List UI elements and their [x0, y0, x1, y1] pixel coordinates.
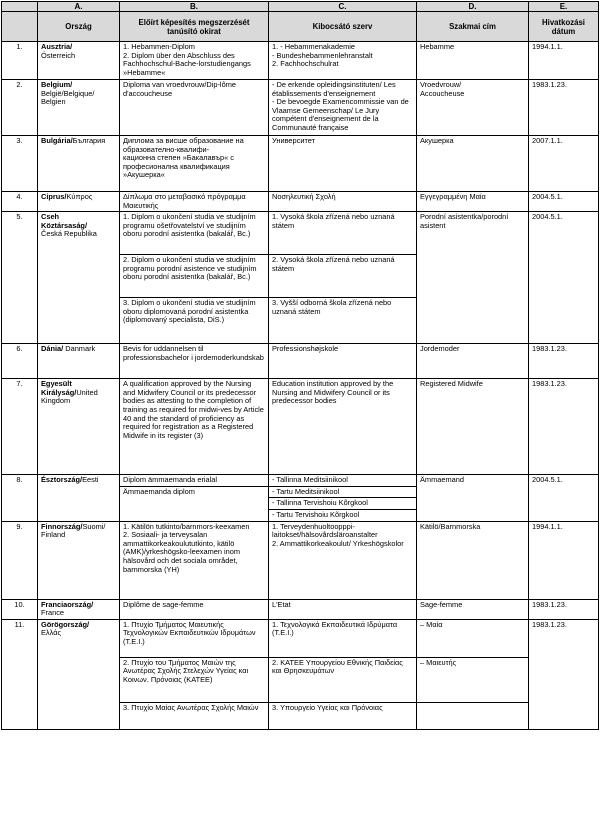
country-name-hungarian: Belgium/: [41, 80, 73, 89]
reference-date: 1983.1.23.: [529, 379, 599, 475]
country-cell: [38, 521, 120, 599]
row-number: 9.: [2, 521, 38, 599]
awarding-body: - Tartu Meditsiinikool: [269, 486, 417, 498]
country-name-native: Österreich: [41, 50, 76, 60]
column-letter: B.: [120, 2, 269, 12]
table-row: [2, 42, 599, 80]
qualification-document: 2. Diplom o ukončení studia ve studijním programu porodní asistence ve studijním oboru porodní asistentka (bakalář, Bc.): [120, 255, 269, 298]
professional-title: – Μαιευτής: [417, 657, 529, 702]
country-name-native: Suomi/ Finland: [41, 521, 106, 540]
awarding-body: - Tartu Tervishoiu Kõrgkool: [269, 509, 417, 521]
country-cell: [38, 599, 120, 619]
table-row: [2, 80, 599, 136]
country-name-hungarian: Bulgária/: [41, 136, 73, 145]
professional-title: Registered Midwife: [417, 379, 529, 475]
awarding-body: 1. Vysoká škola zřízená nebo uznaná státem: [269, 212, 417, 255]
qualification-document: Bevis for uddannelsen til professionsbachelor i jordemoderkundskab: [120, 344, 269, 379]
table-row: [2, 212, 599, 255]
awarding-body: Education institution approved by the Nursing and Midwifery Council or its predecessor bodies: [269, 379, 417, 475]
table-row: [2, 192, 599, 212]
column-header: Ország: [38, 12, 120, 42]
country-name-native: България: [72, 136, 106, 145]
country-name-hungarian: Ciprus/: [41, 192, 67, 201]
row-number: 4.: [2, 192, 38, 212]
professional-title: Sage-femme: [417, 599, 529, 619]
reference-date: 1994.1.1.: [529, 521, 599, 599]
column-header: [2, 12, 38, 42]
row-number: 7.: [2, 379, 38, 475]
country-name-native: United Kingdom: [41, 387, 98, 406]
column-header-row: [2, 12, 599, 42]
professional-title: Акушерка: [417, 136, 529, 192]
table-row: [2, 619, 599, 657]
country-cell: [38, 379, 120, 475]
country-name-hungarian: Dánia/: [41, 344, 64, 354]
qualification-document: 1. Diplom o ukončení studia ve studijním programu ošetřovatelství ve studijním oboru porodní asistentka (bakalář, Bc.): [120, 212, 269, 255]
country-name-native: Κύπρος: [66, 192, 93, 201]
qualification-document: Diplom ämmaemanda erialal: [120, 475, 269, 487]
table-row: [2, 521, 599, 599]
awarding-body: Νοσηλευτική Σχολή: [269, 192, 417, 212]
country-name-hungarian: Egyesült Királyság/: [41, 379, 77, 397]
table-row: [2, 379, 599, 475]
row-number: 11.: [2, 619, 38, 729]
professional-title: Vroedvrouw/ Accoucheuse: [417, 80, 529, 136]
country-cell: [38, 80, 120, 136]
reference-date: 1983.1.23.: [529, 619, 599, 729]
country-name-hungarian: Görögország/: [41, 619, 90, 629]
qualification-document: Δίπλωμα στο μεταβασικό πρόγραμμα Μαιευτικής: [120, 192, 269, 212]
professional-title: [417, 702, 529, 729]
country-name-hungarian: Franciaország/: [41, 599, 94, 609]
column-letter: A.: [38, 2, 120, 12]
country-cell: [38, 475, 120, 521]
column-letter-row: [2, 2, 599, 12]
qualification-document: Ämmaemanda diplom: [120, 486, 269, 521]
reference-date: 1983.1.23.: [529, 599, 599, 619]
country-name-hungarian: Észtország/: [41, 475, 83, 485]
table-row: [2, 344, 599, 379]
reference-date: 2004.5.1.: [529, 192, 599, 212]
professional-title: Hebamme: [417, 42, 529, 80]
country-cell: [38, 42, 120, 80]
column-header: Hivatkozási dátum: [529, 12, 599, 42]
row-number: 8.: [2, 475, 38, 521]
row-number: 2.: [2, 80, 38, 136]
awarding-body: L'Etat: [269, 599, 417, 619]
row-number: 3.: [2, 136, 38, 192]
qualification-document: Диплома за висше образование на образователно-квалифи- кационна степен »Бакалавър« с професионална квалификация »Акушерка«: [120, 136, 269, 192]
awarding-body: - Tallinna Tervishoiu Kõrgkool: [269, 498, 417, 510]
qualification-document: Diploma van vroedvrouw/Dip-lôme d'accoucheuse: [120, 80, 269, 136]
column-header: Szakmai cím: [417, 12, 529, 42]
professional-title: Kätilö/Barnmorska: [417, 521, 529, 599]
awarding-body: Университет: [269, 136, 417, 192]
awarding-body: 1. - Hebammenakademie - Bundeshebammenlehranstalt 2. Fachhochschulrat: [269, 42, 417, 80]
country-name-hungarian: Finnország/: [41, 521, 83, 531]
reference-date: 1983.1.23.: [529, 80, 599, 136]
awarding-body: - De erkende opleidingsinstituten/ Les établissements d'enseignement - De bevoegde Examencommissie van de Vlaamse Gemeenschap/ Le Jury compétent d'enseignement de la Communauté française: [269, 80, 417, 136]
awarding-body: 1. Terveydenhuoltoopppi-laitokset/hälsovårdsläroanstalter 2. Ammattikorkeakoulut/ Yrkeshögskolor: [269, 521, 417, 599]
country-name-native: Danmark: [63, 344, 96, 354]
reference-date: 2004.5.1.: [529, 212, 599, 344]
table-row: [2, 136, 599, 192]
row-number: 10.: [2, 599, 38, 619]
row-number: 5.: [2, 212, 38, 344]
table-row: [2, 475, 599, 487]
qualification-document: 2. Πτυχίο του Τμήματος Μαιών της Ανωτέρας Σχολής Στελεχών Υγείας και Κοινων. Πρόνοιας (ΚΑΤΕΕ): [120, 657, 269, 702]
qualification-document: 1. Πτυχίο Τμήματος Μαιευτικής Τεχνολογικών Εκπαιδευτικών Ιδρυμάτων (Τ.Ε.Ι.): [120, 619, 269, 657]
column-letter: C.: [269, 2, 417, 12]
country-name-native: België/Belgique/ Belgien: [41, 88, 95, 107]
awarding-body: - Tallinna Meditsiinikool: [269, 475, 417, 487]
country-cell: [38, 619, 120, 729]
column-header: Kibocsátó szerv: [269, 12, 417, 42]
professional-title: Εγγεγραμμένη Μαία: [417, 192, 529, 212]
country-cell: [38, 212, 120, 344]
country-name-native: Česká Republika: [41, 229, 97, 239]
country-name-native: Ελλάς: [41, 628, 62, 638]
awarding-body: 1. Τεχνολογικά Εκπαιδευτικά Ιδρύματα (Τ.Ε.Ι.): [269, 619, 417, 657]
awarding-body: 3. Υπουργείο Υγείας και Πρόνοιας: [269, 702, 417, 729]
row-number: 6.: [2, 344, 38, 379]
qualification-document: 3. Diplom o ukončení studia ve studijním oboru diplomovaná porodní asistentka (diplomovaný specialista, DiS.): [120, 298, 269, 344]
column-letter: E.: [529, 2, 599, 12]
qualification-document: A qualification approved by the Nursing and Midwifery Council or its predecessor bodies as attesting to the completion of training as required for midwi-ves by Article 40 and the standard of proficiency as required for registration as a Registered Midwife in its register (3): [120, 379, 269, 475]
awarding-body: 2. Vysoká škola zřízená nebo uznaná státem: [269, 255, 417, 298]
qualification-document: 1. Kätilön tutkinto/barnmors-keexamen 2. Sosiaali- ja terveysalan ammattikorkeakoulututkinto, kätilö (AMK)/yrkeshögsko-leexamen inom hälsovård och det sociala området, barnmorska (YH): [120, 521, 269, 599]
country-name-hungarian: Ausztria/: [41, 42, 73, 51]
reference-date: 2004.5.1.: [529, 475, 599, 521]
reference-date: 2007.1.1.: [529, 136, 599, 192]
qualification-document: 3. Πτυχίο Μαίας Ανωτέρας Σχολής Μαιών: [120, 702, 269, 729]
table-row: [2, 599, 599, 619]
qualification-document: Diplôme de sage-femme: [120, 599, 269, 619]
country-name-hungarian: Cseh Köztársaság/: [41, 212, 88, 230]
midwife-qualifications-table: [1, 1, 599, 730]
reference-date: 1983.1.23.: [529, 344, 599, 379]
column-letter: [2, 2, 38, 12]
country-cell: [38, 344, 120, 379]
reference-date: 1994.1.1.: [529, 42, 599, 80]
country-cell: [38, 192, 120, 212]
country-name-native: Eesti: [82, 475, 99, 485]
awarding-body: Professionshøjskole: [269, 344, 417, 379]
row-number: 1.: [2, 42, 38, 80]
country-cell: [38, 136, 120, 192]
column-header: Előírt képesítés megszerzését tanúsító okirat: [120, 12, 269, 42]
country-name-native: France: [41, 608, 65, 618]
professional-title: – Μαία: [417, 619, 529, 657]
awarding-body: 2. ΚΑΤΕΕ Υπουργείου Εθνικής Παιδείας και Θρησκευμάτων: [269, 657, 417, 702]
column-letter: D.: [417, 2, 529, 12]
qualification-document: 1. Hebammen-Diplom 2. Diplom über den Abschluss des Fachhochschul-Bache-lorstudiengangs »Hebamme«: [120, 42, 269, 80]
professional-title: Ämmaemand: [417, 475, 529, 521]
awarding-body: 3. Vyšší odborná škola zřízená nebo uznaná státem: [269, 298, 417, 344]
professional-title: Porodní asistentka/porodní asistent: [417, 212, 529, 344]
professional-title: Jordemoder: [417, 344, 529, 379]
